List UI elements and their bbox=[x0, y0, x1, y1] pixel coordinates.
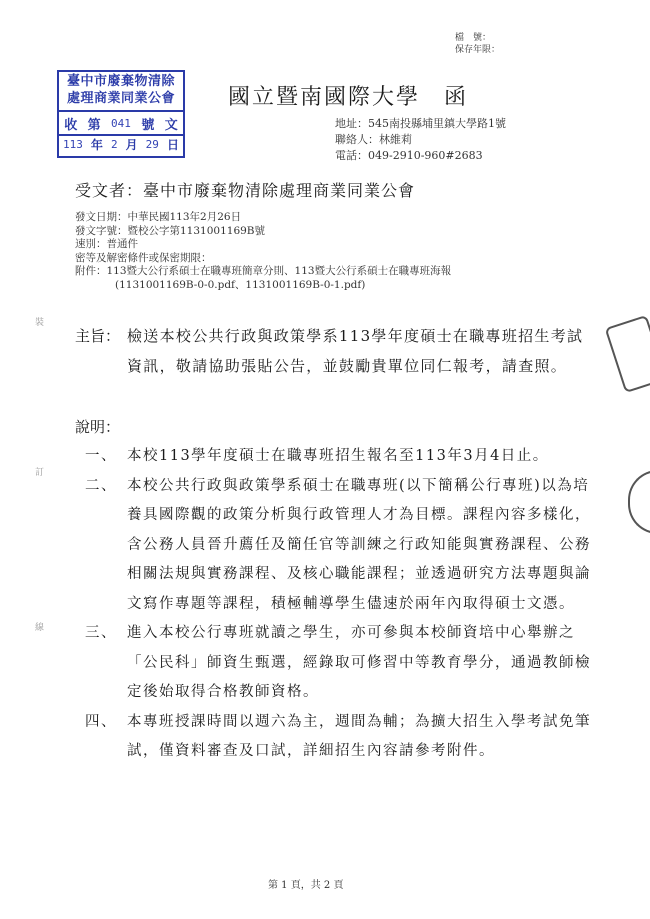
item-text: 本校113學年度碩士在職專班招生報名至113年3月4日止。 bbox=[127, 448, 549, 464]
binding-mark: 訂 bbox=[35, 468, 45, 478]
retention-period-label: 保存年限： bbox=[454, 45, 500, 55]
stamp-org-line2: 處理商業同業公會 bbox=[66, 91, 175, 106]
item-number: 一、 bbox=[85, 448, 117, 464]
subject-label: 主旨： bbox=[75, 327, 121, 345]
stamp-number-row bbox=[59, 110, 183, 136]
list-item bbox=[85, 619, 605, 708]
security-classification: 密等及解密條件或保密期限： bbox=[75, 251, 212, 264]
stamp-day: 29 bbox=[145, 137, 159, 151]
stamp-org-line1: 臺中市廢棄物清除 bbox=[66, 74, 175, 89]
receiver-line: 受文者：臺中市廢棄物清除處理商業同業公會 bbox=[75, 181, 416, 200]
document-meta bbox=[75, 211, 595, 292]
sender-contact-block bbox=[335, 116, 506, 164]
binding-mark: 線 bbox=[35, 623, 45, 633]
document-number: 發文字號：暨校公字第1131001169B號 bbox=[75, 224, 266, 237]
edge-seal-stamp bbox=[605, 315, 650, 393]
stamp-no-suffix: 號 bbox=[141, 117, 155, 133]
attachment-files: (1131001169B-0-0.pdf、1131001169B-0-1.pdf) bbox=[115, 278, 366, 291]
subject-text: 檢送本校公共行政與政策學系113學年度碩士在職專班招生考試資訊，敬請協助張貼公告，並鼓勵貴單位同仁報考，請查照。 bbox=[127, 327, 584, 375]
stamp-date-row bbox=[59, 134, 183, 154]
delivery-speed: 速別：普通件 bbox=[75, 238, 138, 250]
stamp-month-label: 月 bbox=[125, 137, 138, 152]
issue-date: 發文日期：中華民國113年2月26日 bbox=[75, 211, 242, 223]
stamp-day-label: 日 bbox=[166, 137, 179, 152]
stamp-org-name bbox=[59, 72, 183, 107]
list-item bbox=[85, 442, 605, 472]
file-number-block bbox=[455, 32, 500, 56]
item-text: 本校公共行政與政策學系碩士在職專班(以下簡稱公行專班)以為培養具國際觀的政策分析與行政管理人才為目標。課程內容多樣化，含公務人員晉升薦任及簡任官等訓練之行政知能與實務課程、公務相關法規與實務課程、及核心職能課程；並透過研究方法專題與論文寫作專題等課程，積極輔導學生儘速於兩年內取得碩士文憑。 bbox=[127, 477, 591, 612]
stamp-year-label: 年 bbox=[90, 137, 103, 152]
list-item bbox=[85, 472, 605, 620]
attachments: 附件：113暨大公行系碩士在職專班簡章分則、113暨大公行系碩士在職專班海報 bbox=[75, 265, 452, 277]
binding-mark: 裝 bbox=[35, 318, 45, 328]
item-text: 本專班授課時間以週六為主，週間為輔；為擴大招生入學考試免筆試，僅資料審查及口試，詳細招生內容請參考附件。 bbox=[127, 713, 591, 759]
stamp-number: 041 bbox=[111, 116, 131, 130]
contact-phone: 電話：049-2910-960#2683 bbox=[335, 149, 483, 162]
explanation-list bbox=[85, 442, 605, 767]
stamp-doc-label: 文 bbox=[164, 117, 178, 133]
file-number-label: 檔 號： bbox=[454, 33, 491, 43]
stamp-no-prefix: 第 bbox=[87, 117, 101, 133]
item-number: 四、 bbox=[85, 713, 117, 730]
edge-seal-round bbox=[628, 470, 650, 534]
receipt-stamp bbox=[57, 70, 185, 158]
item-number: 三、 bbox=[85, 625, 117, 641]
page-number: 第 1 頁，共 2 頁 bbox=[268, 880, 344, 891]
stamp-received-label: 收 bbox=[64, 117, 78, 133]
subject-section bbox=[75, 321, 595, 381]
stamp-year: 113 bbox=[63, 137, 83, 151]
document-title: 國立暨南國際大學 函 bbox=[228, 85, 469, 110]
item-number: 二、 bbox=[85, 477, 117, 494]
explanation-label: 說明： bbox=[75, 418, 121, 436]
item-text: 進入本校公行專班就讀之學生，亦可參與本校師資培中心舉辦之「公民科」師資生甄選，經錄取可修習中等教育學分，通過教師檢定後始取得合格教師資格。 bbox=[127, 625, 591, 700]
contact-person: 聯絡人：林維莉 bbox=[335, 133, 412, 146]
stamp-month: 2 bbox=[110, 137, 118, 151]
list-item bbox=[85, 708, 605, 767]
sender-address: 地址：545南投縣埔里鎮大學路1號 bbox=[335, 117, 506, 130]
